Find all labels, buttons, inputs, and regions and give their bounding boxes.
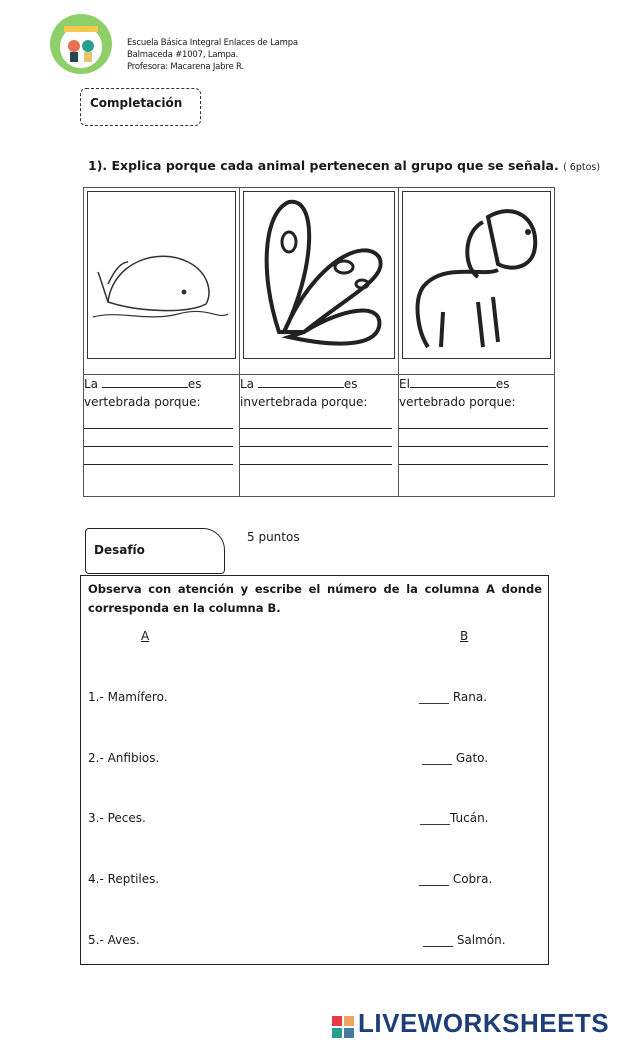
answer-line[interactable] [240, 447, 392, 465]
teacher-name: Profesora: Macarena Jabre R. [127, 62, 244, 72]
dog-image [402, 191, 551, 359]
column-b-item[interactable]: _____ Cobra. [419, 872, 493, 886]
column-a-header: A [141, 629, 150, 643]
column-b-item[interactable]: _____Tucán. [420, 811, 489, 825]
dog-prefix: El [399, 377, 410, 391]
column-b-item[interactable]: _____ Salmón. [423, 933, 506, 947]
column-a-item: 3.- Peces. [88, 811, 146, 825]
butterfly-prefix: La [240, 377, 255, 391]
desafio-points: 5 puntos [247, 530, 300, 544]
answer-line[interactable] [240, 429, 392, 447]
answer-line[interactable] [399, 429, 548, 447]
matching-box [80, 575, 549, 965]
matching-instruction: Observa con atención y escribe el número de la columna A donde corresponda en la columna B. [88, 582, 542, 615]
desafio-label: Desafío [94, 543, 145, 557]
answer-line[interactable] [399, 411, 548, 429]
whale-prefix: La [84, 377, 99, 391]
school-name: Escuela Básica Integral Enlaces de Lampa [127, 38, 298, 48]
butterfly-reason-label: invertebrada porque: [240, 395, 368, 409]
butterfly-image [243, 191, 395, 359]
question-1-points: ( 6ptos) [563, 162, 601, 173]
dog-suffix: es [495, 377, 510, 391]
whale-reason-label: vertebrada porque: [84, 395, 201, 409]
whale-image [87, 191, 236, 359]
question-1-text: 1). Explica porque cada animal pertenecen al grupo que se señala. [88, 158, 559, 173]
butterfly-suffix: es [343, 377, 358, 391]
school-address: Balmaceda #1007, Lampa. [127, 50, 239, 60]
animal-table [83, 187, 555, 497]
column-b-item[interactable]: _____ Gato. [422, 751, 489, 765]
column-b-header: B [460, 629, 469, 643]
column-a-item: 2.- Anfibios. [88, 751, 160, 765]
answer-line[interactable] [84, 429, 233, 447]
dog-blank[interactable] [410, 387, 496, 388]
answer-line[interactable] [84, 411, 233, 429]
section-tag: Completación [90, 96, 183, 110]
column-a-item: 5.- Aves. [88, 933, 140, 947]
answer-line[interactable] [399, 447, 548, 465]
column-b-item[interactable]: _____ Rana. [419, 690, 488, 704]
question-1 [88, 158, 600, 173]
column-a-item: 4.- Reptiles. [88, 872, 160, 886]
whale-blank[interactable] [102, 387, 188, 388]
butterfly-blank[interactable] [258, 387, 344, 388]
liveworksheets-icon [332, 1016, 354, 1038]
dog-reason-label: vertebrado porque: [399, 395, 516, 409]
answer-line[interactable] [240, 411, 392, 429]
whale-suffix: es [187, 377, 202, 391]
column-a-item: 1.- Mamífero. [88, 690, 168, 704]
answer-line[interactable] [84, 447, 233, 465]
liveworksheets-brand[interactable]: LIVEWORKSHEETS [358, 1008, 610, 1038]
school-logo [50, 14, 112, 74]
